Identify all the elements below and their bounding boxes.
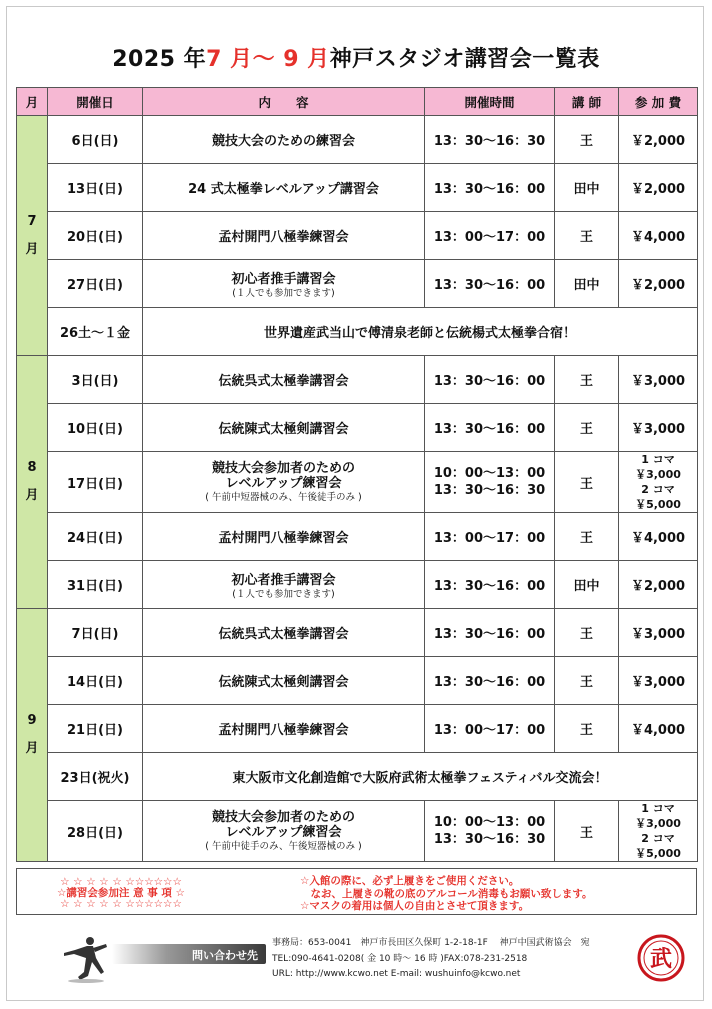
event-note: ( 午前中短器械のみ、午後徒手のみ ) xyxy=(205,492,362,503)
table-row xyxy=(17,609,698,657)
event-date: 14日(日) xyxy=(48,657,143,705)
notes-stars-bottom: ☆ ☆ ☆ ☆ ☆ ☆☆☆☆☆☆ xyxy=(60,898,182,910)
event-instructor: 王 xyxy=(555,801,619,862)
event-fee: ￥2,000 xyxy=(619,164,698,212)
martial-artist-silhouette xyxy=(60,932,112,984)
event-date: 6日(日) xyxy=(48,116,143,164)
event-date: 10日(日) xyxy=(48,404,143,452)
table-row xyxy=(17,705,698,753)
event-fee: ￥4,000 xyxy=(619,513,698,561)
event-date: 3日(日) xyxy=(48,356,143,404)
table-row xyxy=(17,116,698,164)
event-instructor: 王 xyxy=(555,609,619,657)
table-row-special xyxy=(17,308,698,356)
event-fee: ￥3,000 xyxy=(619,356,698,404)
event-fee-one: 1 コマ￥3,000 xyxy=(635,802,681,830)
event-instructor: 田中 xyxy=(555,561,619,609)
event-time-am: 10：00～13：00 xyxy=(433,815,546,830)
event-fee: ￥2,000 xyxy=(619,260,698,308)
event-fee-two: 2 コマ￥5,000 xyxy=(635,832,681,860)
event-fee: ￥3,000 xyxy=(619,404,698,452)
event-time: 13：00～17：00 xyxy=(425,705,555,753)
event-instructor: 王 xyxy=(555,657,619,705)
event-date: 26土～１金 xyxy=(48,308,143,356)
table-row xyxy=(17,356,698,404)
event-content-main: 初心者推手講習会 xyxy=(231,272,336,287)
event-content xyxy=(143,561,425,609)
event-time: 13：30～16：00 xyxy=(425,164,555,212)
event-fee: ￥4,000 xyxy=(619,212,698,260)
event-date: 7日(日) xyxy=(48,609,143,657)
notes-title: ☆講習会参加注 意 事 項 ☆ xyxy=(57,887,185,899)
event-instructor: 王 xyxy=(555,452,619,513)
notes-heading xyxy=(57,877,185,910)
office-address: 事務局：653-0041 神戸市長田区久保町 1-2-18-1F 神戸中国武術協会 宛 xyxy=(272,938,590,948)
event-time xyxy=(425,452,555,513)
event-content: 孟村開門八極拳練習会 xyxy=(143,513,425,561)
contact-info xyxy=(272,936,590,983)
event-date: 17日(日) xyxy=(48,452,143,513)
event-time-pm: 13：30～16：30 xyxy=(433,483,546,498)
event-content-line2: レベルアップ練習会 xyxy=(225,476,342,491)
table-row xyxy=(17,260,698,308)
event-time xyxy=(425,801,555,862)
event-fee: ￥4,000 xyxy=(619,705,698,753)
event-date: 31日(日) xyxy=(48,561,143,609)
event-time: 13：30～16：00 xyxy=(425,657,555,705)
header-month: 月 xyxy=(17,88,48,116)
event-content: 24 式太極拳レベルアップ講習会 xyxy=(143,164,425,212)
association-seal-logo xyxy=(637,934,685,982)
month-label-september: 9 月 xyxy=(17,609,48,862)
event-instructor: 田中 xyxy=(555,164,619,212)
event-content: 伝統呉式太極拳講習会 xyxy=(143,356,425,404)
table-row xyxy=(17,561,698,609)
event-time: 13：00～17：00 xyxy=(425,212,555,260)
event-note: (１人でも参加できます) xyxy=(232,589,335,600)
table-row xyxy=(17,513,698,561)
event-content-line2: レベルアップ練習会 xyxy=(225,825,342,840)
event-content: 伝統陳式太極剣講習会 xyxy=(143,404,425,452)
event-note: ( 午前中徒手のみ、午後短器械のみ ) xyxy=(205,841,362,852)
event-note: (１人でも参加できます) xyxy=(232,288,335,299)
event-fee xyxy=(619,801,698,862)
event-content xyxy=(143,801,425,862)
header-fee: 参 加 費 xyxy=(619,88,698,116)
event-date: 21日(日) xyxy=(48,705,143,753)
event-content-main: 競技大会参加者のための xyxy=(211,810,355,825)
page-title: 2025 年7 月～ 9 月神戸スタジオ講習会一覧表 xyxy=(112,47,600,72)
header-time: 開催時間 xyxy=(425,88,555,116)
event-content-main: 初心者推手講習会 xyxy=(231,573,336,588)
event-instructor: 王 xyxy=(555,356,619,404)
table-row xyxy=(17,452,698,513)
event-fee: ￥3,000 xyxy=(619,657,698,705)
event-content: 孟村開門八極拳練習会 xyxy=(143,212,425,260)
event-date: 23日(祝火) xyxy=(48,753,143,801)
footer xyxy=(16,928,697,994)
event-content: 伝統呉式太極拳講習会 xyxy=(143,609,425,657)
table-row xyxy=(17,212,698,260)
event-time: 13：30～16：00 xyxy=(425,609,555,657)
event-time: 13：30～16：00 xyxy=(425,404,555,452)
notes-box xyxy=(16,868,697,915)
notes-line-1: ☆入館の際に、必ず上履きをご使用ください。 xyxy=(300,875,520,887)
event-time-pm: 13：30～16：30 xyxy=(433,832,546,847)
event-time: 13：00～17：00 xyxy=(425,513,555,561)
month-label-august: 8 月 xyxy=(17,356,48,609)
table-row xyxy=(17,164,698,212)
web-email: URL: http://www.kcwo.net E-mail: wushuinfo@kcwo.net xyxy=(272,969,521,979)
event-instructor: 王 xyxy=(555,212,619,260)
event-fee xyxy=(619,452,698,513)
event-fee: ￥2,000 xyxy=(619,561,698,609)
event-content-wide: 東大阪市文化創造館で大阪府武術太極拳フェスティバル交流会！ xyxy=(143,753,698,801)
event-instructor: 田中 xyxy=(555,260,619,308)
event-time: 13：30～16：00 xyxy=(425,561,555,609)
event-instructor: 王 xyxy=(555,705,619,753)
header-row xyxy=(17,88,698,116)
seal-character: 武 xyxy=(649,947,673,972)
event-content-wide: 世界遺産武当山で傅清泉老師と伝統楊式太極拳合宿！ xyxy=(143,308,698,356)
table-row-special xyxy=(17,753,698,801)
table-row xyxy=(17,404,698,452)
notes-text xyxy=(300,875,593,913)
event-instructor: 王 xyxy=(555,404,619,452)
notes-stars-top: ☆ ☆ ☆ ☆ ☆ ☆☆☆☆☆☆ xyxy=(60,876,182,888)
event-time-am: 10：00～13：00 xyxy=(433,466,546,481)
event-content-main: 競技大会参加者のための xyxy=(211,461,355,476)
table-row xyxy=(17,801,698,862)
contact-label: 問い合わせ先 xyxy=(112,944,266,964)
event-time: 13：30～16：00 xyxy=(425,260,555,308)
event-fee-one: 1 コマ￥3,000 xyxy=(635,453,681,481)
event-instructor: 王 xyxy=(555,513,619,561)
header-content: 内 容 xyxy=(143,88,425,116)
event-content xyxy=(143,452,425,513)
table-row xyxy=(17,657,698,705)
event-date: 13日(日) xyxy=(48,164,143,212)
header-date: 開催日 xyxy=(48,88,143,116)
event-content: 孟村開門八極拳練習会 xyxy=(143,705,425,753)
event-content xyxy=(143,260,425,308)
event-time: 13：30～16：30 xyxy=(425,116,555,164)
event-time: 13：30～16：00 xyxy=(425,356,555,404)
notes-line-3: ☆マスクの着用は個人の自由とさせて頂きます。 xyxy=(300,900,530,912)
event-fee: ￥3,000 xyxy=(619,609,698,657)
header-instructor: 講 師 xyxy=(555,88,619,116)
phone-fax: TEL:090-4641-0208( 金 10 時～ 16 時 )FAX:078-231-2518 xyxy=(272,953,528,964)
event-date: 28日(日) xyxy=(48,801,143,862)
event-fee: ￥2,000 xyxy=(619,116,698,164)
event-date: 20日(日) xyxy=(48,212,143,260)
month-label-july: 7 月 xyxy=(17,116,48,356)
schedule-table xyxy=(16,87,698,862)
notes-line-2: なお、上履きの靴の底のアルコール消毒もお願い致します。 xyxy=(300,887,593,900)
event-date: 24日(日) xyxy=(48,513,143,561)
event-date: 27日(日) xyxy=(48,260,143,308)
event-content: 伝統陳式太極剣講習会 xyxy=(143,657,425,705)
event-fee-two: 2 コマ￥5,000 xyxy=(635,483,681,511)
event-content: 競技大会のための練習会 xyxy=(143,116,425,164)
event-instructor: 王 xyxy=(555,116,619,164)
